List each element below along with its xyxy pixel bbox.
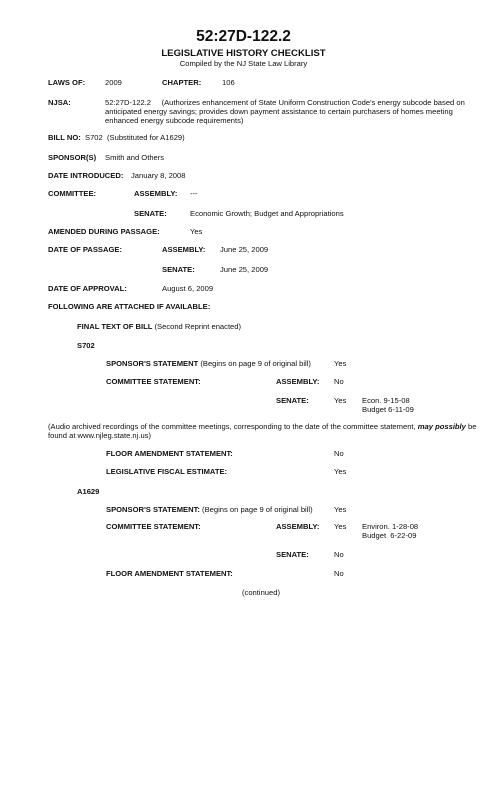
- bill-no-label: BILL NO:: [48, 133, 81, 142]
- s702-assembly-label: ASSEMBLY:: [276, 377, 320, 386]
- njsa-text: 52:27D-122.2 (Authorizes enhancement of State Uniform Construction Code's energy subcode based on anticipated energy savings; provides down payment assistance to certain purchasers of homes meeting enhanced energy subcode requirements): [105, 98, 467, 125]
- chapter-label: CHAPTER:: [162, 78, 202, 87]
- s702-senate-value: Yes: [334, 396, 347, 405]
- s702-senate-label: SENATE:: [276, 396, 309, 405]
- date-of-approval-label: DATE OF APPROVAL:: [48, 284, 127, 293]
- passage-assembly-value: June 25, 2009: [220, 245, 269, 254]
- bill-substitution-note: (Substituted for A1629): [107, 133, 185, 142]
- a1629-assembly-detail-environ: Environ. 1-28-08: [362, 522, 419, 531]
- s702-heading: S702: [77, 341, 95, 350]
- a1629-assembly-detail-budget: Budget 6-22-09: [362, 531, 417, 540]
- floor-amendment-value: No: [334, 449, 344, 458]
- s702-sponsor-statement-label: SPONSOR'S STATEMENT: [106, 359, 199, 368]
- a1629-floor-amendment-label: FLOOR AMENDMENT STATEMENT:: [106, 569, 233, 578]
- floor-amendment-label: FLOOR AMENDMENT STATEMENT:: [106, 449, 233, 458]
- njsa-label: NJSA:: [48, 98, 71, 107]
- final-text-note: (Second Reprint enacted): [154, 322, 242, 331]
- document-title: 52:27D-122.2: [196, 28, 291, 45]
- s702-sponsor-statement-value: Yes: [334, 359, 347, 368]
- bill-number: S702: [85, 133, 103, 142]
- s702-senate-detail-budget: Budget 6-11-09: [362, 405, 414, 414]
- audio-note-text: (Audio archived recordings of the committee meetings, corresponding to the date of the committee statement,: [48, 422, 416, 431]
- date-introduced-value: January 8, 2008: [131, 171, 186, 180]
- continued-note: (continued): [242, 588, 280, 597]
- a1629-senate-label: SENATE:: [276, 550, 309, 559]
- date-of-approval-value: August 6, 2009: [162, 284, 214, 293]
- passage-senate-value: June 25, 2009: [220, 265, 269, 274]
- document-subtitle: LEGISLATIVE HISTORY CHECKLIST: [161, 48, 326, 59]
- a1629-sponsor-statement-note: (Begins on page 9 of original bill): [202, 505, 313, 514]
- a1629-assembly-value: Yes: [334, 522, 347, 531]
- laws-of-label: LAWS OF:: [48, 78, 86, 87]
- sponsors-label: SPONSOR(S): [48, 153, 97, 162]
- a1629-floor-amendment-value: No: [334, 569, 344, 578]
- committee-senate-value: Economic Growth; Budget and Appropriations: [190, 209, 344, 218]
- a1629-sponsor-statement-value: Yes: [334, 505, 347, 514]
- a1629-committee-statement-label: COMMITTEE STATEMENT:: [106, 522, 201, 531]
- date-introduced-label: DATE INTRODUCED:: [48, 171, 124, 180]
- final-text-line: [77, 322, 241, 331]
- passage-assembly-label: ASSEMBLY:: [162, 245, 206, 254]
- committee-assembly-label: ASSEMBLY:: [134, 189, 178, 198]
- fiscal-estimate-value: Yes: [334, 467, 347, 476]
- a1629-assembly-label: ASSEMBLY:: [276, 522, 320, 531]
- sponsors-value: Smith and Others: [105, 153, 165, 162]
- fiscal-estimate-label: LEGISLATIVE FISCAL ESTIMATE:: [106, 467, 228, 476]
- laws-of-year: 2009: [105, 78, 122, 87]
- passage-senate-label: SENATE:: [162, 265, 195, 274]
- date-of-passage-label: DATE OF PASSAGE:: [48, 245, 122, 254]
- amended-value: Yes: [190, 227, 203, 236]
- attached-heading: FOLLOWING ARE ATTACHED IF AVAILABLE:: [48, 302, 211, 311]
- a1629-sponsor-statement-line: [106, 505, 313, 514]
- committee-assembly-value: ---: [190, 189, 198, 198]
- committee-label: COMMITTEE:: [48, 189, 97, 198]
- s702-sponsor-statement-line: [106, 359, 311, 368]
- audio-note-url-text: be found at www.njleg.state.nj.us): [48, 422, 477, 440]
- audio-note-emphasis: may possibly: [417, 422, 466, 431]
- chapter-value: 106: [222, 78, 235, 87]
- s702-assembly-value: No: [334, 377, 344, 386]
- a1629-sponsor-statement-label: SPONSOR'S STATEMENT:: [106, 505, 200, 514]
- a1629-heading: A1629: [77, 487, 100, 496]
- amended-label: AMENDED DURING PASSAGE:: [48, 227, 160, 236]
- s702-committee-statement-label: COMMITTEE STATEMENT:: [106, 377, 201, 386]
- final-text-label: FINAL TEXT OF BILL: [77, 322, 153, 331]
- audio-archive-note: [48, 422, 487, 440]
- compiled-by-line: Compiled by the NJ State Law Library: [179, 59, 308, 68]
- a1629-senate-value: No: [334, 550, 344, 559]
- s702-senate-detail-econ: Econ. 9-15-08: [362, 396, 410, 405]
- s702-sponsor-statement-note: (Begins on page 9 of original bill): [200, 359, 311, 368]
- committee-senate-label: SENATE:: [134, 209, 167, 218]
